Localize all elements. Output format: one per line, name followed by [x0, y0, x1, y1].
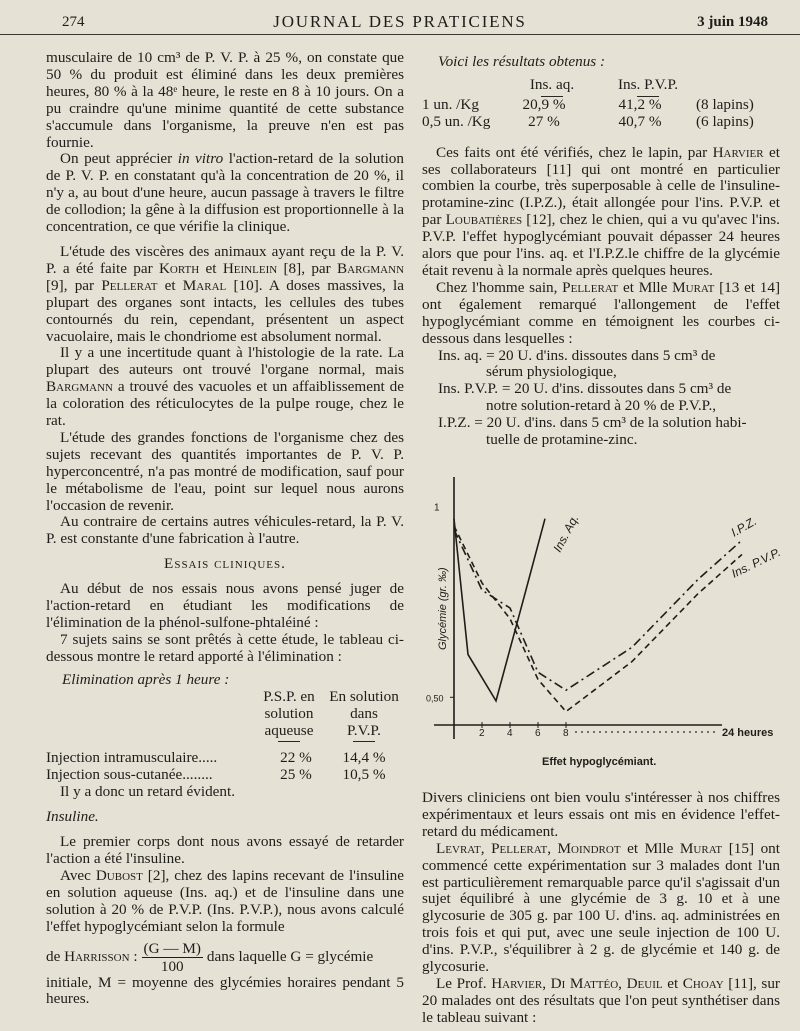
x-axis-dot — [587, 731, 589, 733]
paragraph: Levrat, Pellerat, Moindrot et Mlle Murat [15] ont commencé cette expérimentation sur 3 malades dont l'un est particulièrement remarquable parce qu'il s'agissait d'un sujet équilibré à une glycémie de 3 g. 10 et à une glycosurie de 305 g. par 100 U. d'ins. aq. administrées en trois fois et qui put, avec une seule injection de 100 U. d'ins. P.V.P., s'équilibrer à 2 g. de glycémie et 140 g. de glycosurie. — [422, 839, 780, 976]
col-ins-aq: Ins. aq. — [504, 77, 592, 97]
paragraph: Le Prof. Harvier, Di Mattéo, Deuil et Choay [11], sur 20 malades ont des résultats que l'on peut synthétiser dans le tableau suivant : — [422, 974, 780, 1026]
chart-svg — [422, 465, 782, 775]
col-pvp-header: En solution dans P.V.P. — [324, 689, 404, 743]
table-row: 0,5 un. /Kg 27 % 40,7 % (6 lapins) — [422, 112, 754, 130]
paragraph: 7 sujets sains se sont prêtés à cette étude, le tableau ci-dessous montre le retard apporté à l'élimination : — [46, 630, 404, 665]
results-title: Voici les résultats obtenus : — [438, 53, 606, 70]
paragraph: On peut apprécier in vitro l'action-retard de la solution de P. V. P. en constatant qu'à la concentration de 20 %, il n'y a, au bout d'une heure, aucun passage à travers le filtre de collodion; la gêne à la diffusion est proportionnelle à la concentration, ce que vérifie la clinique. — [46, 150, 404, 236]
series-line-ins-p-v-p- — [454, 526, 742, 712]
x-tick-label: 6 — [535, 728, 541, 739]
paragraph: Divers cliniciens ont bien voulu s'intéresser à nos chiffres expérimentaux et leurs essais ont mis en évidence l'effet-retard du médicament. — [422, 789, 780, 840]
elimination-table-header — [46, 672, 404, 743]
x-axis-dot — [641, 731, 643, 733]
x-axis-dot — [575, 731, 577, 733]
x-axis-dot — [713, 731, 715, 733]
paragraph: Au début de nos essais nous avons pensé juger de l'action-retard en étudiant les modifications de l'élimination de la phénol-sulfone-phtaléiné : — [46, 580, 404, 631]
x-axis-dot — [617, 731, 619, 733]
table-row: Injection intramusculaire..... 22 % 14,4 % — [46, 749, 386, 767]
page-header — [0, 8, 800, 35]
paragraph: Chez l'homme sain, Pellerat et Mlle Murat [13 et 14] ont également remarqué l'allongement de l'effet hypoglycémiant comme en témoignent les courbes ci-dessous dans lesquelles : — [422, 278, 780, 347]
definitions-list: Ins. aq. = 20 U. d'ins. dissoutes dans 5 cm³ de sérum physiologique, Ins. P.V.P. = 20 U. d'ins. dissoutes dans 5 cm³ de notre solution-retard à 20 % de P.V.P., I.P.Z. = 20 U. d'ins. dans 5 cm³ de la solution habi- tuelle de protamine-zinc. — [438, 346, 747, 449]
paragraph: initiale, M = moyenne des glycémies horaires pendant 5 heures. — [46, 973, 404, 1008]
elimination-label: Elimination après 1 heure : — [62, 670, 230, 688]
paragraph: Il y a donc un retard évident. — [60, 783, 236, 801]
issue-date: 3 juin 1948 — [697, 14, 768, 30]
right-column-bottom — [422, 790, 780, 1027]
y-tick-label: 0,50 — [426, 693, 444, 704]
paragraph: L'étude des grandes fonctions de l'organisme chez des sujets recevant des quantités importantes de P. V. P. hyperconcentré, n'a pas montré de modification, sauf pour le métabolisme de l'eau, point sur lequel nous aurons l'occasion de revenir. — [46, 428, 404, 514]
x-axis-dot — [701, 731, 703, 733]
x-axis-dot — [581, 731, 583, 733]
x-axis-dot — [665, 731, 667, 733]
paragraph: musculaire de 10 cm³ de P. V. P. à 25 %, on constate que 50 % du produit est éliminé dans les deux premières heures, 80 % à la 48ᵉ heure, le reste en 8 à 10 jours. On a pu craindre qu'une minime quantité de cette substance s'accumule dans l'organisme, la preuve n'en est pas fournie. — [46, 49, 404, 151]
x-axis-dot — [647, 731, 649, 733]
right-column — [422, 54, 780, 449]
x-end-label: 24 heures — [722, 727, 774, 739]
paragraph: Le premier corps dont nous avons essayé de retarder l'action a été l'insuline. — [46, 833, 404, 867]
y-tick-label: 1 — [434, 502, 440, 514]
col-ins-pvp: Ins. P.V.P. — [592, 77, 704, 97]
x-axis-dot — [683, 731, 685, 733]
x-axis-dot — [695, 731, 697, 733]
x-axis-dot — [659, 731, 661, 733]
subheading-insuline: Insuline. — [46, 808, 99, 826]
paragraph: Ces faits ont été vérifiés, chez le lapin, par Harvier et ses collaborateurs [11] qui ont montré en particulier combien la courbe, très superposable à celle de l'insuline-protamine-zinc (I.P.Z.), était allongée pour l'ins. P.V.P. et par Loubatières [12], chez le chien, qui a vu qu'avec l'ins. P.V.P. l'effet hypoglycémiant pouvait dépasser 24 heures alors que pour l'ins. aq. et l'I.P.Z.le chiffre de la glycémie était revenu à la normale après quelques heures. — [422, 143, 780, 279]
x-axis-dot — [689, 731, 691, 733]
chart-caption: Effet hypoglycémiant. — [542, 756, 657, 768]
x-axis-dot — [653, 731, 655, 733]
x-tick-label: 8 — [563, 728, 569, 739]
series-line-ins-aq- — [454, 519, 545, 701]
y-axis-label: Glycémie (gr. ‰) — [437, 567, 449, 650]
series-label-ins-aq: Ins. Aq. — [550, 512, 582, 555]
results-header — [422, 77, 780, 97]
x-tick-label: 2 — [479, 728, 485, 739]
harrisson-formula: $\frac{(G — M)}{100}$ — [143, 939, 201, 975]
paragraph: L'étude des viscères des animaux ayant reçu de la P. V. P. a été faite par Korth et Heinlein [8], par Bargmann [9], par Pellerat et Maral [10]. A doses massives, la plupart des organes sont intacts, les cellules des tubes contournés du rein, cependant, présentent un aspect vacuolaire, mais le chondriome est absolument normal. — [46, 242, 405, 345]
x-axis-dot — [671, 731, 673, 733]
x-axis-dot — [635, 731, 637, 733]
table-row: Injection sous-cutanée........ 25 % 10,5 % — [46, 766, 386, 784]
series-label-ipz: I.P.Z. — [728, 513, 759, 540]
x-axis-dot — [707, 731, 709, 733]
x-axis-dot — [611, 731, 613, 733]
x-axis-dot — [593, 731, 595, 733]
table-row: 1 un. /Kg 20,9 % 41,2 % (8 lapins) — [422, 95, 754, 113]
series-label-ins-pvp: Ins. P.V.P. — [729, 545, 782, 581]
x-tick-label: 4 — [507, 728, 513, 739]
section-heading: Essais cliniques. — [164, 555, 286, 573]
paragraph: Il y a une incertitude quant à l'histologie de la rate. La plupart des auteurs ont trouvé l'organe normal, mais Bargmann a trouvé des vacuoles et un affaiblissement de la coloration des réticulocytes de la pulpe rouge, chez le rat. — [46, 344, 404, 430]
col-aqueous-header: P.S.P. en solution aqueuse — [254, 689, 324, 743]
journal-title: JOURNAL DES PRATICIENS — [273, 12, 527, 31]
page-number: 274 — [62, 14, 85, 30]
x-axis-dot — [677, 731, 679, 733]
x-axis-dot — [623, 731, 625, 733]
paragraph: Avec Dubost [2], chez des lapins recevant de l'insuline en solution aqueuse (Ins. aq.) et de l'insuline dans une solution à 20 % de P.V.P. (Ins. P.V.P.), nous avons calculé l'effet hypoglycémiant selon la formule — [46, 866, 404, 935]
series-line-i-p-z- — [454, 529, 742, 690]
formula-line: de Harrisson : $\frac{(G — M)}{100}$ dans laquelle G = glycémie — [46, 939, 374, 975]
left-column — [46, 50, 404, 1008]
x-axis-dot — [629, 731, 631, 733]
paragraph: Au contraire de certains autres véhicules-retard, la P. V. P. est constante d'une fabrication à l'autre. — [46, 513, 404, 548]
x-axis-dot — [599, 731, 601, 733]
glycemia-chart — [422, 465, 782, 775]
x-axis-dot — [605, 731, 607, 733]
